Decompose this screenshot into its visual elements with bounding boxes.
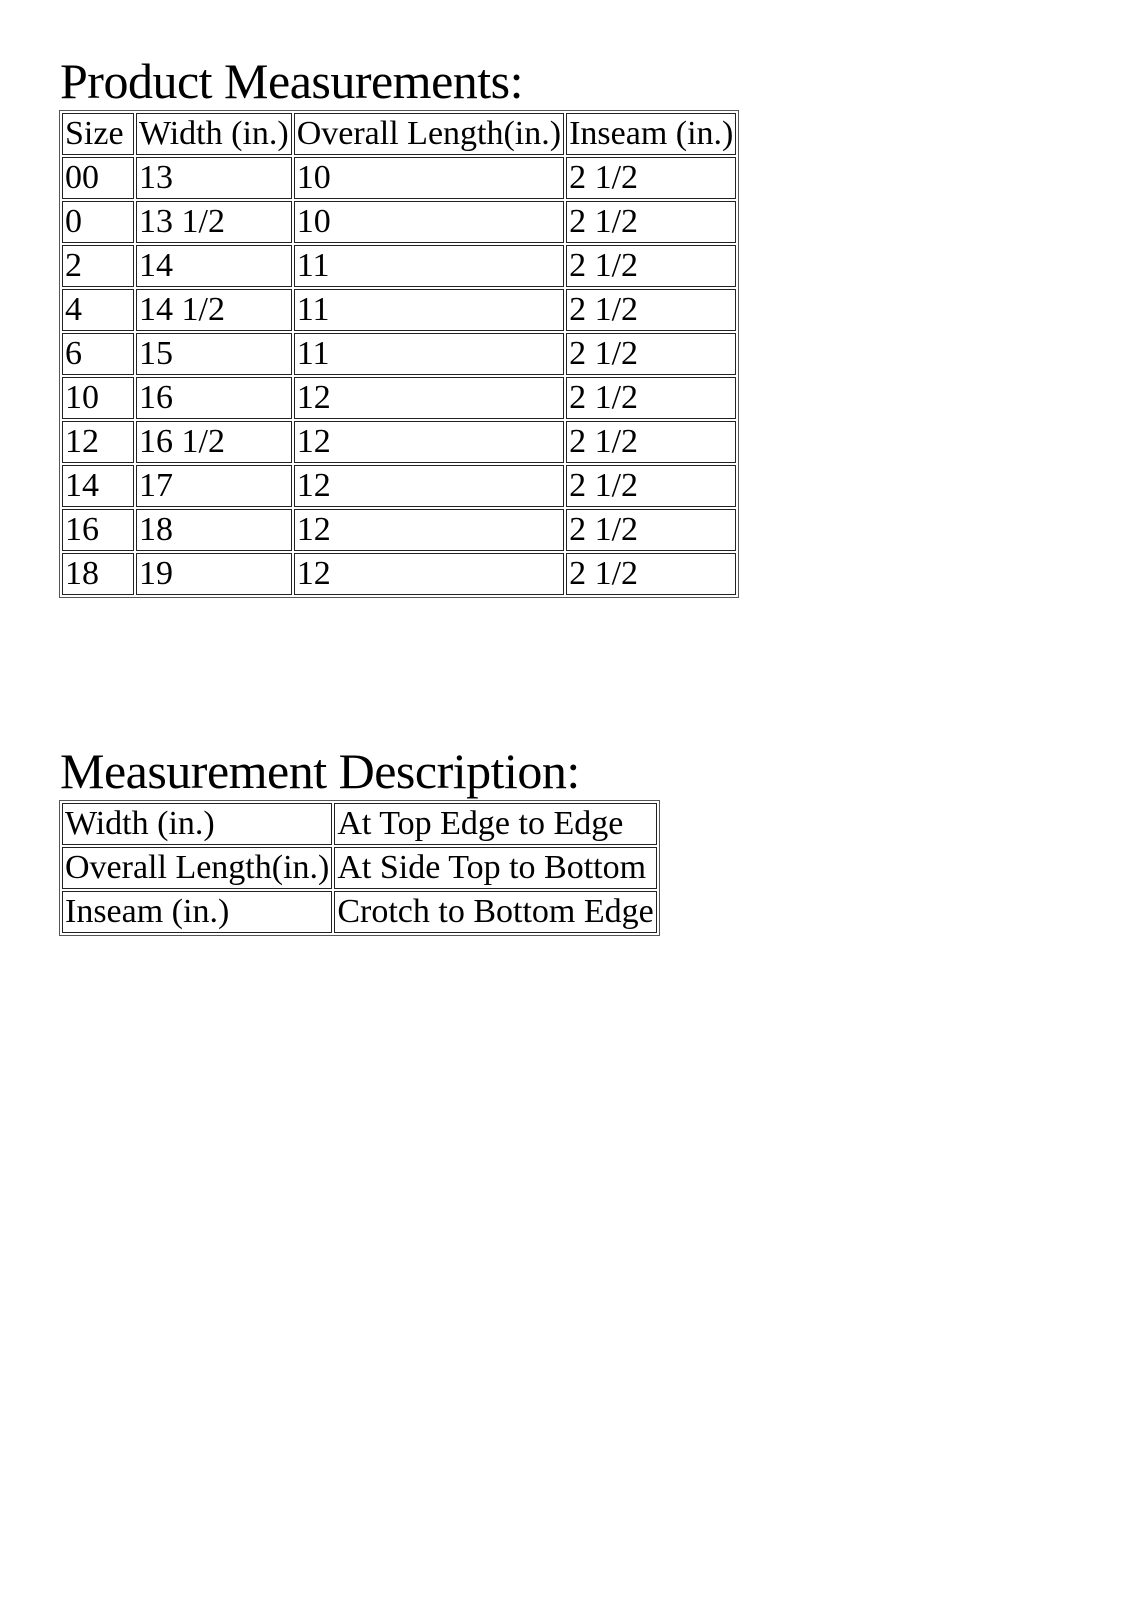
table-row [62, 289, 736, 331]
table-row [62, 245, 736, 287]
table-row [62, 201, 736, 243]
cell-inseam: 2 1/2 [566, 333, 736, 375]
cell-inseam: 2 1/2 [566, 245, 736, 287]
cell-size: 16 [62, 509, 134, 551]
cell-overall-length: 12 [294, 465, 564, 507]
cell-size: 14 [62, 465, 134, 507]
cell-overall-length: 12 [294, 377, 564, 419]
cell-width: 15 [136, 333, 292, 375]
table-row [62, 891, 657, 933]
cell-overall-length: 11 [294, 289, 564, 331]
cell-overall-length: 10 [294, 157, 564, 199]
cell-overall-length: 12 [294, 421, 564, 463]
table-row [62, 157, 736, 199]
cell-width: 16 [136, 377, 292, 419]
table-row [62, 333, 736, 375]
cell-inseam: 2 1/2 [566, 377, 736, 419]
cell-size: 4 [62, 289, 134, 331]
cell-size: 12 [62, 421, 134, 463]
description-term: Inseam (in.) [62, 891, 332, 933]
cell-overall-length: 10 [294, 201, 564, 243]
cell-overall-length: 12 [294, 509, 564, 551]
cell-inseam: 2 1/2 [566, 509, 736, 551]
product-measurements-section [60, 52, 739, 598]
description-definition: At Top Edge to Edge [334, 803, 656, 845]
cell-width: 13 [136, 157, 292, 199]
table-row [62, 377, 736, 419]
cell-inseam: 2 1/2 [566, 465, 736, 507]
table-header-row [62, 113, 736, 155]
cell-size: 00 [62, 157, 134, 199]
description-definition: At Side Top to Bottom [334, 847, 656, 889]
cell-inseam: 2 1/2 [566, 201, 736, 243]
cell-size: 0 [62, 201, 134, 243]
description-definition: Crotch to Bottom Edge [334, 891, 656, 933]
product-measurements-table [59, 110, 739, 598]
cell-size: 6 [62, 333, 134, 375]
cell-inseam: 2 1/2 [566, 421, 736, 463]
measurement-description-section [60, 742, 660, 936]
cell-inseam: 2 1/2 [566, 553, 736, 595]
cell-overall-length: 11 [294, 333, 564, 375]
cell-inseam: 2 1/2 [566, 157, 736, 199]
cell-overall-length: 11 [294, 245, 564, 287]
table-row [62, 465, 736, 507]
cell-size: 2 [62, 245, 134, 287]
header-inseam: Inseam (in.) [566, 113, 736, 155]
table-row [62, 421, 736, 463]
description-term: Overall Length(in.) [62, 847, 332, 889]
cell-overall-length: 12 [294, 553, 564, 595]
cell-width: 14 [136, 245, 292, 287]
cell-width: 14 1/2 [136, 289, 292, 331]
cell-width: 19 [136, 553, 292, 595]
cell-width: 17 [136, 465, 292, 507]
cell-width: 16 1/2 [136, 421, 292, 463]
cell-width: 13 1/2 [136, 201, 292, 243]
cell-width: 18 [136, 509, 292, 551]
cell-inseam: 2 1/2 [566, 289, 736, 331]
cell-size: 18 [62, 553, 134, 595]
measurement-description-table [59, 800, 660, 936]
table-row [62, 803, 657, 845]
table-row [62, 509, 736, 551]
header-width: Width (in.) [136, 113, 292, 155]
header-size: Size [62, 113, 134, 155]
table-row [62, 553, 736, 595]
cell-size: 10 [62, 377, 134, 419]
measurement-description-title: Measurement Description: [60, 743, 580, 799]
description-term: Width (in.) [62, 803, 332, 845]
header-overall-length: Overall Length(in.) [294, 113, 564, 155]
table-row [62, 847, 657, 889]
product-measurements-title: Product Measurements: [60, 53, 524, 109]
